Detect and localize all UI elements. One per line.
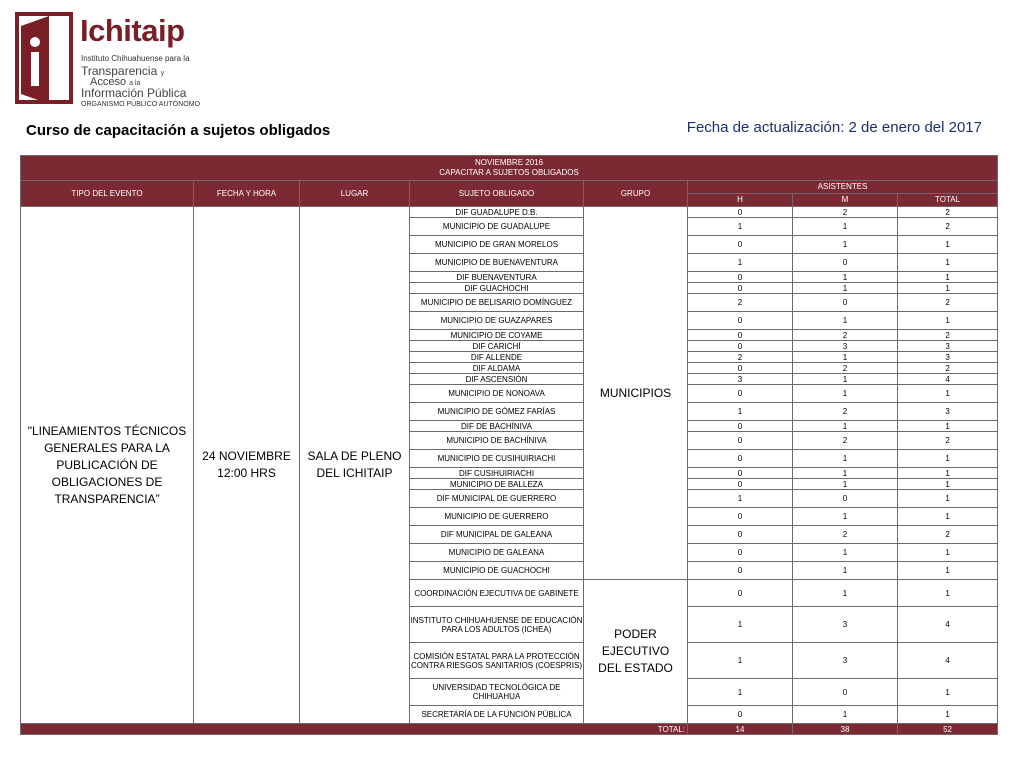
col-header-total: TOTAL (898, 194, 998, 207)
m-cell: 1 (793, 312, 898, 330)
sujeto-cell: DIF ALLENDE (410, 352, 584, 363)
logo-line-2: Transparencia y (81, 64, 165, 78)
logo-line-5: ORGANISMO PÚBLICO AUTÓNOMO (81, 101, 201, 108)
sujeto-cell: MUNICIPIO DE COYAME (410, 330, 584, 341)
m-cell: 0 (793, 294, 898, 312)
m-cell: 1 (793, 352, 898, 363)
m-cell: 1 (793, 562, 898, 580)
m-cell: 1 (793, 218, 898, 236)
h-cell: 2 (688, 352, 793, 363)
totals-h: 14 (688, 724, 793, 735)
h-cell: 0 (688, 363, 793, 374)
h-cell: 1 (688, 254, 793, 272)
sujeto-cell: UNIVERSIDAD TECNOLÓGICA DE CHIHUAHUA (410, 679, 584, 706)
m-cell: 1 (793, 544, 898, 562)
sujeto-cell: MUNICIPIO DE BELISARIO DOMÍNGUEZ (410, 294, 584, 312)
sujeto-cell: MUNICIPIO DE GUERRERO (410, 508, 584, 526)
m-cell: 1 (793, 468, 898, 479)
m-cell: 0 (793, 490, 898, 508)
m-cell: 2 (793, 526, 898, 544)
m-cell: 1 (793, 479, 898, 490)
sujeto-cell: MUNICIPIO DE GUADALUPE (410, 218, 584, 236)
total-cell: 1 (898, 706, 998, 724)
logo-line-1: Instituto Chihuahuense para la (81, 54, 190, 63)
total-cell: 2 (898, 330, 998, 341)
h-cell: 0 (688, 385, 793, 403)
ichitaip-door-icon (15, 12, 75, 106)
ichitaip-logo (15, 12, 205, 108)
m-cell: 3 (793, 607, 898, 643)
table-row (21, 207, 998, 218)
m-cell: 1 (793, 450, 898, 468)
attendance-table (20, 155, 998, 735)
total-cell: 1 (898, 580, 998, 607)
h-cell: 0 (688, 341, 793, 352)
m-cell: 2 (793, 432, 898, 450)
h-cell: 0 (688, 207, 793, 218)
h-cell: 0 (688, 508, 793, 526)
sujeto-cell: MUNICIPIO DE GÓMEZ FARÍAS (410, 403, 584, 421)
h-cell: 1 (688, 607, 793, 643)
h-cell: 1 (688, 679, 793, 706)
m-cell: 1 (793, 283, 898, 294)
h-cell: 0 (688, 450, 793, 468)
group-cell: MUNICIPIOS (584, 207, 688, 580)
sujeto-cell: DIF MUNICIPAL DE GALEANA (410, 526, 584, 544)
m-cell: 1 (793, 236, 898, 254)
update-date: Fecha de actualización: 2 de enero del 2017 (686, 119, 982, 136)
m-cell: 0 (793, 679, 898, 706)
m-cell: 1 (793, 508, 898, 526)
total-cell: 1 (898, 544, 998, 562)
total-cell: 1 (898, 236, 998, 254)
sujeto-cell: MUNICIPIO DE BUENAVENTURA (410, 254, 584, 272)
sujeto-cell: DIF DE BACHÍNIVA (410, 421, 584, 432)
banner-month: NOVIEMBRE 2016 (475, 158, 544, 167)
h-cell: 0 (688, 421, 793, 432)
sujeto-cell: DIF ALDAMA (410, 363, 584, 374)
m-cell: 2 (793, 207, 898, 218)
h-cell: 3 (688, 374, 793, 385)
m-cell: 1 (793, 706, 898, 724)
total-cell: 1 (898, 385, 998, 403)
sujeto-cell: SECRETARÍA DE LA FUNCIÓN PÚBLICA (410, 706, 584, 724)
sujeto-cell: COORDINACIÓN EJECUTIVA DE GABINETE (410, 580, 584, 607)
col-header-m: M (793, 194, 898, 207)
m-cell: 0 (793, 254, 898, 272)
total-cell: 1 (898, 479, 998, 490)
banner-purpose: CAPACITAR A SUJETOS OBLIGADOS (439, 168, 579, 177)
m-cell: 1 (793, 272, 898, 283)
totals-row (21, 724, 998, 735)
m-cell: 1 (793, 421, 898, 432)
m-cell: 1 (793, 385, 898, 403)
h-cell: 0 (688, 312, 793, 330)
h-cell: 1 (688, 490, 793, 508)
sujeto-cell: DIF GUACHOCHI (410, 283, 584, 294)
h-cell: 2 (688, 294, 793, 312)
table-body (21, 207, 998, 735)
total-cell: 1 (898, 562, 998, 580)
sujeto-cell: DIF GUADALUPE D.B. (410, 207, 584, 218)
h-cell: 0 (688, 283, 793, 294)
logo-line-3: Acceso a la (90, 76, 141, 88)
col-header-grupo: GRUPO (584, 181, 688, 207)
col-header-lugar: LUGAR (300, 181, 410, 207)
sujeto-cell: DIF ASCENSIÓN (410, 374, 584, 385)
total-cell: 2 (898, 207, 998, 218)
sujeto-cell: MUNICIPIO DE NONOAVA (410, 385, 584, 403)
total-cell: 4 (898, 643, 998, 679)
sujeto-cell: MUNICIPIO DE GUACHOCHI (410, 562, 584, 580)
totals-label: TOTAL: (21, 724, 688, 735)
total-cell: 3 (898, 341, 998, 352)
total-cell: 2 (898, 294, 998, 312)
total-cell: 3 (898, 352, 998, 363)
h-cell: 1 (688, 643, 793, 679)
total-cell: 2 (898, 363, 998, 374)
h-cell: 0 (688, 468, 793, 479)
h-cell: 0 (688, 544, 793, 562)
total-cell: 2 (898, 218, 998, 236)
sujeto-cell: DIF CARICHÍ (410, 341, 584, 352)
total-cell: 2 (898, 432, 998, 450)
event-date-cell: 24 NOVIEMBRE 12:00 HRS (194, 207, 300, 724)
logo-line-4: Información Pública (81, 86, 187, 100)
event-type-cell: "LINEAMIENTOS TÉCNICOS GENERALES PARA LA PUBLICACIÓN DE OBLIGACIONES DE TRANSPARENCIA” (21, 207, 194, 724)
total-cell: 1 (898, 272, 998, 283)
total-cell: 4 (898, 374, 998, 385)
page-title: Curso de capacitación a sujetos obligados (26, 122, 331, 139)
m-cell: 2 (793, 363, 898, 374)
h-cell: 0 (688, 562, 793, 580)
h-cell: 0 (688, 526, 793, 544)
h-cell: 0 (688, 479, 793, 490)
h-cell: 0 (688, 272, 793, 283)
total-cell: 2 (898, 526, 998, 544)
col-header-tipo: TIPO DEL EVENTO (21, 181, 194, 207)
total-cell: 1 (898, 254, 998, 272)
h-cell: 0 (688, 432, 793, 450)
total-cell: 1 (898, 283, 998, 294)
col-header-sujeto: SUJETO OBLIGADO (410, 181, 584, 207)
h-cell: 1 (688, 218, 793, 236)
sujeto-cell: MUNICIPIO DE GALEANA (410, 544, 584, 562)
m-cell: 1 (793, 580, 898, 607)
m-cell: 3 (793, 643, 898, 679)
total-cell: 1 (898, 450, 998, 468)
col-header-asistentes: ASISTENTES (688, 181, 998, 194)
total-cell: 1 (898, 421, 998, 432)
sujeto-cell: DIF BUENAVENTURA (410, 272, 584, 283)
sujeto-cell: INSTITUTO CHIHUAHUENSE DE EDUCACIÓN PARA LOS ADULTOS (ICHEA) (410, 607, 584, 643)
sujeto-cell: MUNICIPIO DE CUSIHUIRIACHI (410, 450, 584, 468)
h-cell: 1 (688, 403, 793, 421)
totals-total: 52 (898, 724, 998, 735)
col-header-fecha: FECHA Y HORA (194, 181, 300, 207)
total-cell: 1 (898, 468, 998, 479)
group-cell: PODER EJECUTIVO DEL ESTADO (584, 580, 688, 724)
sujeto-cell: DIF CUSIHUIRIACHI (410, 468, 584, 479)
sujeto-cell: COMISIÓN ESTATAL PARA LA PROTECCIÓN CONTRA RIESGOS SANITARIOS (COESPRIS) (410, 643, 584, 679)
m-cell: 2 (793, 403, 898, 421)
sujeto-cell: MUNICIPIO DE BACHÍNIVA (410, 432, 584, 450)
col-header-h: H (688, 194, 793, 207)
m-cell: 3 (793, 341, 898, 352)
total-cell: 1 (898, 679, 998, 706)
h-cell: 0 (688, 236, 793, 254)
sujeto-cell: MUNICIPIO DE GRAN MORELOS (410, 236, 584, 254)
sujeto-cell: DIF MUNICIPAL DE GUERRERO (410, 490, 584, 508)
h-cell: 0 (688, 706, 793, 724)
event-place-cell: SALA DE PLENO DEL ICHITAIP (300, 207, 410, 724)
table-banner (21, 156, 998, 181)
h-cell: 0 (688, 330, 793, 341)
total-cell: 1 (898, 508, 998, 526)
total-cell: 3 (898, 403, 998, 421)
sujeto-cell: MUNICIPIO DE BALLEZA (410, 479, 584, 490)
logo-brand-name: Ichitaip (80, 13, 185, 48)
total-cell: 4 (898, 607, 998, 643)
total-cell: 1 (898, 490, 998, 508)
sujeto-cell: MUNICIPIO DE GUAZAPARES (410, 312, 584, 330)
totals-m: 38 (793, 724, 898, 735)
total-cell: 1 (898, 312, 998, 330)
m-cell: 2 (793, 330, 898, 341)
m-cell: 1 (793, 374, 898, 385)
h-cell: 0 (688, 580, 793, 607)
